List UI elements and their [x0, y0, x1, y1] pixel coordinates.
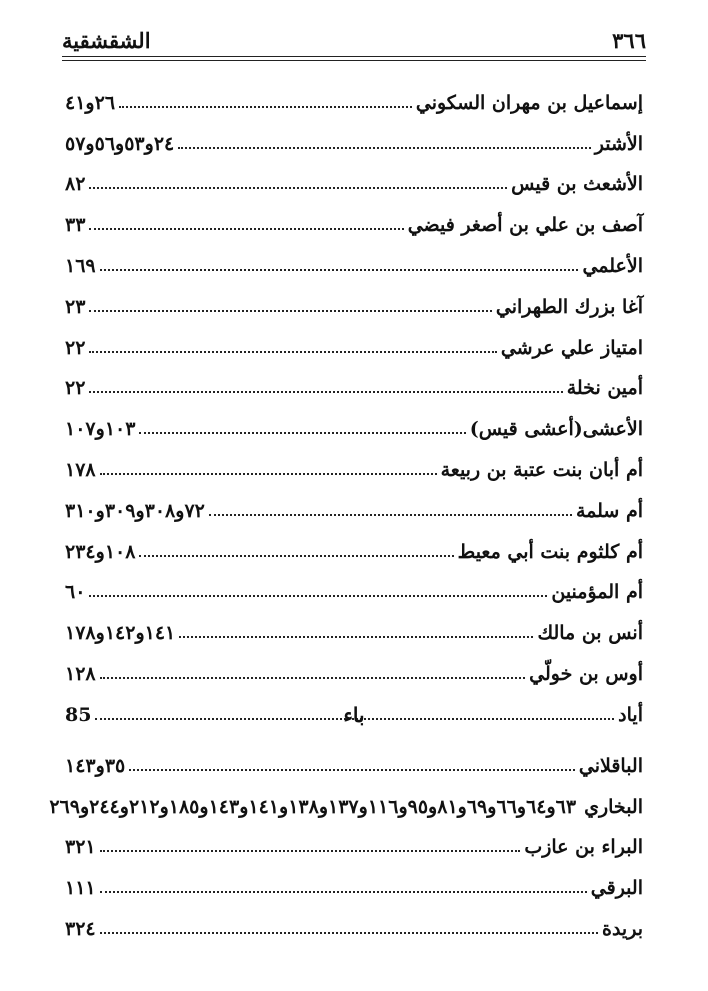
book-title: الشقشقية	[62, 28, 151, 53]
entry-pages: ٣٥و١٤٣	[65, 754, 126, 777]
dot-leader	[89, 228, 403, 230]
entry-name: إسماعيل بن مهران السكوني	[415, 91, 643, 114]
entry-name: البخاري	[584, 795, 643, 818]
entry-name: الأشعث بن قيس	[511, 173, 643, 196]
entry-pages: ١٠٣و١٠٧	[65, 418, 136, 441]
entry-name: البرقي	[590, 877, 643, 900]
entry-pages: ٣٢١	[65, 836, 96, 859]
entry-name: أياد	[618, 703, 643, 726]
dot-leader	[139, 555, 453, 557]
entry-pages: ٢٦و٤١	[65, 91, 116, 114]
entry-pages: ٦٠	[65, 581, 86, 604]
entry-pages: ١١١	[65, 877, 96, 900]
entry-name: أمين نخلة	[566, 377, 643, 400]
entry-name: الأشتر	[594, 132, 643, 155]
entry-name: البراء بن عازب	[524, 836, 643, 859]
entry-pages: 85	[65, 703, 92, 726]
entry-name: أوس بن خولّي	[529, 662, 643, 685]
index-entry	[65, 318, 643, 359]
index-entry	[65, 114, 643, 155]
index-entry	[65, 195, 643, 236]
entry-pages: ١٤١و١٤٢و١٧٨	[65, 622, 176, 645]
index-entry	[65, 858, 643, 899]
header-rule-top	[62, 56, 646, 57]
dot-leader	[100, 891, 587, 893]
dot-leader	[119, 106, 412, 108]
dot-leader	[100, 850, 521, 852]
entry-pages: ٣٣	[65, 214, 86, 237]
index-entry	[65, 440, 643, 481]
dot-leader	[179, 636, 533, 638]
entry-name: الأعشى(أعشى قيس)	[469, 418, 643, 441]
entry-name: أم سلمة	[575, 499, 643, 522]
index-entry	[65, 277, 643, 318]
index-entry	[65, 155, 643, 196]
dot-leader	[89, 391, 562, 393]
entry-pages: ١٦٩	[65, 254, 96, 277]
dot-leader	[178, 147, 590, 149]
entry-pages: ٨٢	[65, 173, 86, 196]
dot-leader	[129, 769, 575, 771]
entry-pages: ٦٣و٦٤و٦٦و٦٩و٨١و٩٥و١١٦و١٣٧و١٣٨و١٤١و١٤٣و١٨٥و٢١٢و٢٤٤و٢٦٩	[49, 795, 577, 818]
entry-pages: ١٧٨	[65, 458, 96, 481]
dot-leader	[89, 310, 491, 312]
entry-name: أم المؤمنين	[551, 581, 643, 604]
index-entry	[65, 736, 643, 777]
index-entry	[65, 899, 643, 940]
entry-pages: ٢٣	[65, 295, 86, 318]
index-entry	[65, 399, 643, 440]
entry-name: أم كلثوم بنت أبي معيط	[457, 540, 643, 563]
dot-leader	[89, 351, 496, 353]
entry-name: أنس بن مالك	[537, 622, 643, 645]
index-entry	[65, 481, 643, 522]
index-entry	[65, 818, 643, 859]
index-entry	[65, 644, 643, 685]
dot-leader	[100, 677, 526, 679]
index-entry	[65, 359, 643, 400]
dot-leader	[100, 269, 579, 271]
header-rule-bottom	[62, 60, 646, 61]
section-heading-ba: باء	[343, 703, 365, 727]
dot-leader	[209, 514, 572, 516]
entry-pages: ٢٢	[65, 336, 86, 359]
index-list-ba	[49, 736, 643, 940]
entry-name: بريدة	[602, 917, 643, 940]
entry-name: آغا بزرك الطهراني	[495, 295, 643, 318]
dot-leader	[89, 595, 547, 597]
entry-name: امتياز علي عرشي	[500, 336, 643, 359]
index-entry	[65, 73, 643, 114]
dot-leader	[89, 187, 507, 189]
entry-pages: ٢٤و٥٣و٥٦و٥٧	[65, 132, 175, 155]
entry-pages: ٢٢	[65, 377, 86, 400]
entry-name: الأعلمي	[582, 254, 643, 277]
page-header	[62, 22, 646, 56]
index-entry	[65, 522, 643, 563]
entry-pages: ٣٢٤	[65, 917, 96, 940]
dot-leader	[100, 473, 437, 475]
entry-pages: ٧٢و٣٠٨و٣٠٩و٣١٠	[65, 499, 205, 522]
index-entry	[65, 603, 643, 644]
entry-pages: ١٢٨	[65, 662, 96, 685]
entry-name: أم أبان بنت عتبة بن ربيعة	[440, 458, 643, 481]
entry-name: الباقلاني	[578, 754, 643, 777]
index-entry	[65, 236, 643, 277]
entry-pages: ١٠٨و٢٣٤	[65, 540, 136, 563]
index-entry	[49, 777, 643, 818]
index-list-alif	[65, 73, 643, 726]
page-number: ٣٦٦	[612, 28, 646, 53]
entry-name: آصف بن علي بن أصغر فيضي	[407, 214, 643, 237]
dot-leader	[139, 432, 465, 434]
index-entry	[65, 563, 643, 604]
dot-leader	[100, 932, 598, 934]
